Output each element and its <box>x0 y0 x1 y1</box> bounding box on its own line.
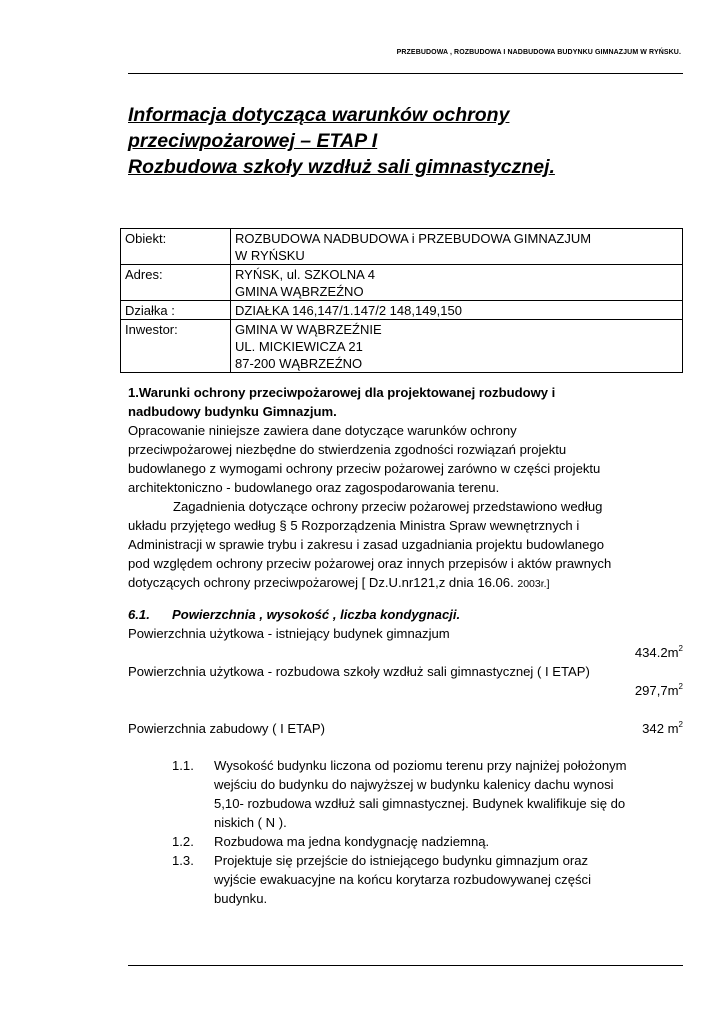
table-value-line: W RYŃSKU <box>235 248 305 263</box>
usable-area-existing-label: Powierzchnia użytkowa - istniejący budynek gimnazjum <box>128 626 450 641</box>
list-item-line: Projektuje się przejście do istniejącego budynku gimnazjum oraz <box>214 853 589 868</box>
section-number: 6.1. <box>128 607 150 622</box>
list-item-number: 1.3. <box>172 853 194 868</box>
section-heading-text: Powierzchnia , wysokość , liczba kondygnacji. <box>172 607 461 622</box>
list-item-number: 1.2. <box>172 834 194 849</box>
paragraph-line: Zagadnienia dotyczące ochrony przeciw pożarowej przedstawiono według <box>173 499 603 514</box>
table-value <box>231 265 683 301</box>
table-label: Obiekt: <box>121 229 231 265</box>
list-item-text <box>214 851 591 908</box>
paragraph-line: architektoniczno - budowlanego oraz zagospodarowania terenu. <box>128 480 500 495</box>
paragraph-line: Opracowanie niniejsze zawiera dane dotyczące warunków ochrony <box>128 423 517 438</box>
spacer <box>128 700 688 719</box>
list-item-line: Rozbudowa ma jedna kondygnację nadziemną. <box>214 834 490 849</box>
paragraph-line: układu przyjętego według § 5 Rozporządzenia Ministra Spraw wewnętrznych i <box>128 518 580 533</box>
list-item <box>172 832 692 851</box>
table-value-line: GMINA W WĄBRZEŹNIE <box>235 322 382 337</box>
table-value-line: ROZBUDOWA NADBUDOWA i PRZEBUDOWA GIMNAZJUM <box>235 231 592 246</box>
section-6-1 <box>128 605 688 738</box>
area-value: 434.2m <box>634 645 679 660</box>
table-label: Inwestor: <box>121 320 231 373</box>
table-value <box>231 301 683 320</box>
table-row-object <box>121 229 683 265</box>
list-item-line: budynku. <box>214 891 268 906</box>
document-title <box>128 102 688 180</box>
section-1-paragraph-2 <box>128 497 688 594</box>
project-info-table <box>120 228 683 373</box>
usable-area-extension-label: Powierzchnia użytkowa - rozbudowa szkoły wzdłuż sali gimnastycznej ( I ETAP) <box>128 664 590 679</box>
paragraph-text: dotyczących ochrony przeciwpożarowej [ Dz.U.nr121,z dnia 16.06. <box>128 575 518 590</box>
table-label: Działka : <box>121 301 231 320</box>
unit-superscript: 2 <box>678 682 683 691</box>
title-line-2: przeciwpożarowej – ETAP I <box>128 130 378 152</box>
built-area-value-wrap <box>642 719 683 738</box>
table-row-investor <box>121 320 683 373</box>
list-item-text <box>214 756 627 832</box>
list-item-number: 1.1. <box>172 758 194 773</box>
area-value: 297,7m <box>634 683 679 698</box>
footer-rule <box>128 965 683 966</box>
built-area-row <box>128 719 683 738</box>
paragraph-line: Administracji w sprawie trybu i zakresu i zasad uzgadniania projektu budowlanego <box>128 537 604 552</box>
list-item-text <box>214 832 489 851</box>
list-item-line: wyjście ewakuacyjne na końcu korytarza rozbudowywanej części <box>214 872 591 887</box>
section-1-heading-line-1: 1.Warunki ochrony przeciwpożarowej dla projektowanej rozbudowy i <box>128 385 556 400</box>
table-value <box>231 229 683 265</box>
table-row-plot <box>121 301 683 320</box>
unit-superscript: 2 <box>678 720 683 729</box>
table-row-address <box>121 265 683 301</box>
list-item-line: wejściu do budynku do najwyższej w budynku kalenicy dachu wynosi <box>214 777 614 792</box>
paragraph-line <box>128 573 688 594</box>
table-value-line: RYŃSK, ul. SZKOLNA 4 <box>235 267 375 282</box>
table-value <box>231 320 683 373</box>
header-rule <box>128 73 683 74</box>
list-item <box>172 756 692 832</box>
title-line-3: Rozbudowa szkoły wzdłuż sali gimnastycznej. <box>128 156 555 178</box>
list-item-line: 5,10- rozbudowa wzdłuż sali gimnastycznej. Budynek kwalifikuje się do <box>214 796 626 811</box>
paragraph-line: budowlanego z wymogami ochrony przeciw pożarowej zarówno w części projektu <box>128 461 601 476</box>
paragraph-line: przeciwpożarowej niezbędne do stwierdzenia zgodności rozwiązań projektu <box>128 442 567 457</box>
usable-area-extension-value <box>128 681 683 700</box>
table-value-line: 87-200 WĄBRZEŹNO <box>235 356 363 371</box>
numbered-list <box>172 756 692 908</box>
built-area-label: Powierzchnia zabudowy ( I ETAP) <box>128 721 325 736</box>
unit-superscript: 2 <box>678 644 683 653</box>
running-header: PRZEBUDOWA , ROZBUDOWA I NADBUDOWA BUDYNKU GIMNAZJUM W RYŃSKU. <box>396 49 681 56</box>
section-1 <box>128 383 688 497</box>
usable-area-existing-value <box>128 643 683 662</box>
list-item-line: Wysokość budynku liczona od poziomu terenu przy najniżej położonym <box>214 758 627 773</box>
section-1-heading-line-2: nadbudowy budynku Gimnazjum. <box>128 404 337 419</box>
table-label: Adres: <box>121 265 231 301</box>
section-6-1-heading <box>128 605 688 624</box>
table-value-line: DZIAŁKA 146,147/1.147/2 148,149,150 <box>235 303 462 318</box>
table-value-line: GMINA WĄBRZEŹNO <box>235 284 364 299</box>
title-line-1: Informacja dotycząca warunków ochrony <box>128 104 510 126</box>
list-item <box>172 851 692 908</box>
list-item-line: niskich ( N ). <box>214 815 287 830</box>
area-value: 342 m <box>642 721 679 736</box>
paragraph-small-text: 2003r.] <box>517 578 550 590</box>
paragraph-line: pod względem ochrony przeciw pożarowej oraz innych przepisów i aktów prawnych <box>128 556 612 571</box>
table-value-line: UL. MICKIEWICZA 21 <box>235 339 363 354</box>
